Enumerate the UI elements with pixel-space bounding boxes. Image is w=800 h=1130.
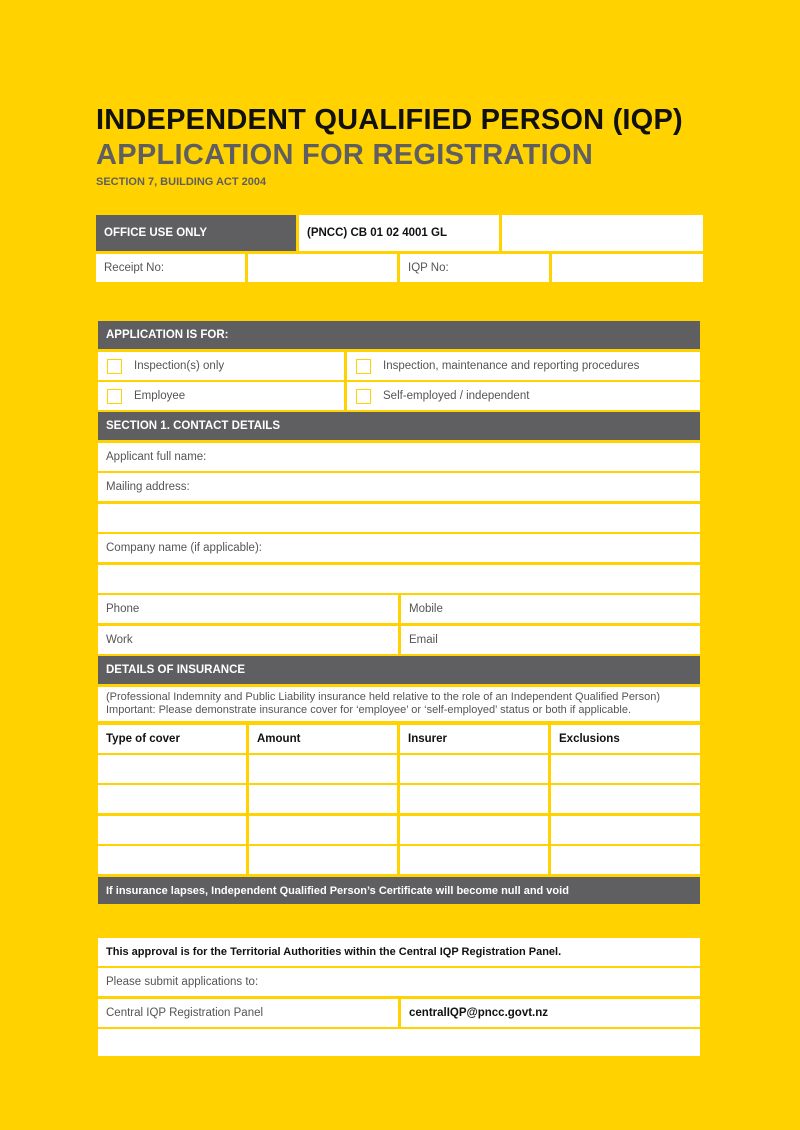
option-self-employed[interactable] bbox=[347, 382, 700, 410]
mailing-address-field[interactable]: Mailing address: bbox=[98, 473, 700, 501]
insurance-table-cell[interactable] bbox=[98, 785, 246, 813]
insurance-table-cell[interactable] bbox=[400, 755, 548, 783]
email-field[interactable]: Email bbox=[401, 626, 700, 654]
approval-statement: This approval is for the Territorial Authorities within the Central IQP Registration Panel. bbox=[98, 938, 700, 966]
page-subtitle: APPLICATION FOR REGISTRATION bbox=[96, 139, 594, 171]
option-label: Self-employed / independent bbox=[383, 390, 530, 402]
insurance-table-cell[interactable] bbox=[551, 846, 700, 874]
insurance-table-cell[interactable] bbox=[98, 846, 246, 874]
submit-instruction: Please submit applications to: bbox=[98, 968, 700, 996]
insurance-table-cell[interactable] bbox=[400, 816, 548, 844]
office-blank-field[interactable] bbox=[502, 215, 703, 251]
blank-footer-row bbox=[98, 1029, 700, 1056]
option-label: Employee bbox=[134, 390, 186, 402]
self-employed-checkbox[interactable] bbox=[356, 389, 371, 404]
company-name-field[interactable]: Company name (if applicable): bbox=[98, 534, 700, 562]
insurance-note-line2: Important: Please demonstrate insurance cover for ‘employee’ or ‘self-employed’ status or both if applicable. bbox=[106, 704, 632, 716]
work-field[interactable]: Work bbox=[98, 626, 398, 654]
insurance-table-cell[interactable] bbox=[98, 816, 246, 844]
insurance-warning: If insurance lapses, Independent Qualified Person’s Certificate will become null and void bbox=[98, 877, 700, 904]
insurance-note bbox=[98, 687, 700, 721]
company-name-line2[interactable] bbox=[98, 565, 700, 593]
insurance-table-cell[interactable] bbox=[551, 785, 700, 813]
employee-checkbox[interactable] bbox=[107, 389, 122, 404]
column-header-type: Type of cover bbox=[98, 725, 246, 753]
insurance-heading: DETAILS OF INSURANCE bbox=[98, 656, 700, 684]
insurance-table-cell[interactable] bbox=[249, 785, 397, 813]
column-header-exclusions: Exclusions bbox=[551, 725, 700, 753]
inspections-only-checkbox[interactable] bbox=[107, 359, 122, 374]
phone-field[interactable]: Phone bbox=[98, 595, 398, 623]
application-heading: APPLICATION IS FOR: bbox=[98, 321, 700, 349]
column-header-insurer: Insurer bbox=[400, 725, 548, 753]
receipt-label: Receipt No: bbox=[96, 254, 245, 282]
office-code: (PNCC) CB 01 02 4001 GL bbox=[299, 215, 499, 251]
insurance-table-cell[interactable] bbox=[551, 755, 700, 783]
column-header-amount: Amount bbox=[249, 725, 397, 753]
applicant-name-field[interactable]: Applicant full name: bbox=[98, 443, 700, 471]
insurance-table-cell[interactable] bbox=[249, 755, 397, 783]
mobile-field[interactable]: Mobile bbox=[401, 595, 700, 623]
iqp-input[interactable] bbox=[552, 254, 703, 282]
option-label: Inspection, maintenance and reporting procedures bbox=[383, 360, 640, 372]
insurance-table-cell[interactable] bbox=[249, 846, 397, 874]
inspection-maintenance-checkbox[interactable] bbox=[356, 359, 371, 374]
insurance-table-cell[interactable] bbox=[400, 846, 548, 874]
panel-name: Central IQP Registration Panel bbox=[98, 999, 398, 1027]
mailing-address-line2[interactable] bbox=[98, 504, 700, 532]
option-employee[interactable] bbox=[98, 382, 344, 410]
insurance-table-cell[interactable] bbox=[98, 755, 246, 783]
submission-email-link[interactable]: centralIQP@pncc.govt.nz bbox=[401, 999, 700, 1027]
contact-heading: SECTION 1. CONTACT DETAILS bbox=[98, 412, 700, 440]
act-reference: SECTION 7, BUILDING ACT 2004 bbox=[96, 176, 267, 188]
iqp-label: IQP No: bbox=[400, 254, 549, 282]
insurance-table-cell[interactable] bbox=[400, 785, 548, 813]
option-label: Inspection(s) only bbox=[134, 360, 225, 372]
page-title: INDEPENDENT QUALIFIED PERSON (IQP) bbox=[96, 104, 683, 136]
option-inspection-maintenance[interactable] bbox=[347, 352, 700, 380]
insurance-table-cell[interactable] bbox=[551, 816, 700, 844]
option-inspections-only[interactable] bbox=[98, 352, 344, 380]
insurance-note-line1: (Professional Indemnity and Public Liability insurance held relative to the role of an Independent Qualified Person) bbox=[106, 691, 660, 703]
receipt-input[interactable] bbox=[248, 254, 397, 282]
insurance-table-cell[interactable] bbox=[249, 816, 397, 844]
office-use-label: OFFICE USE ONLY bbox=[96, 215, 296, 251]
